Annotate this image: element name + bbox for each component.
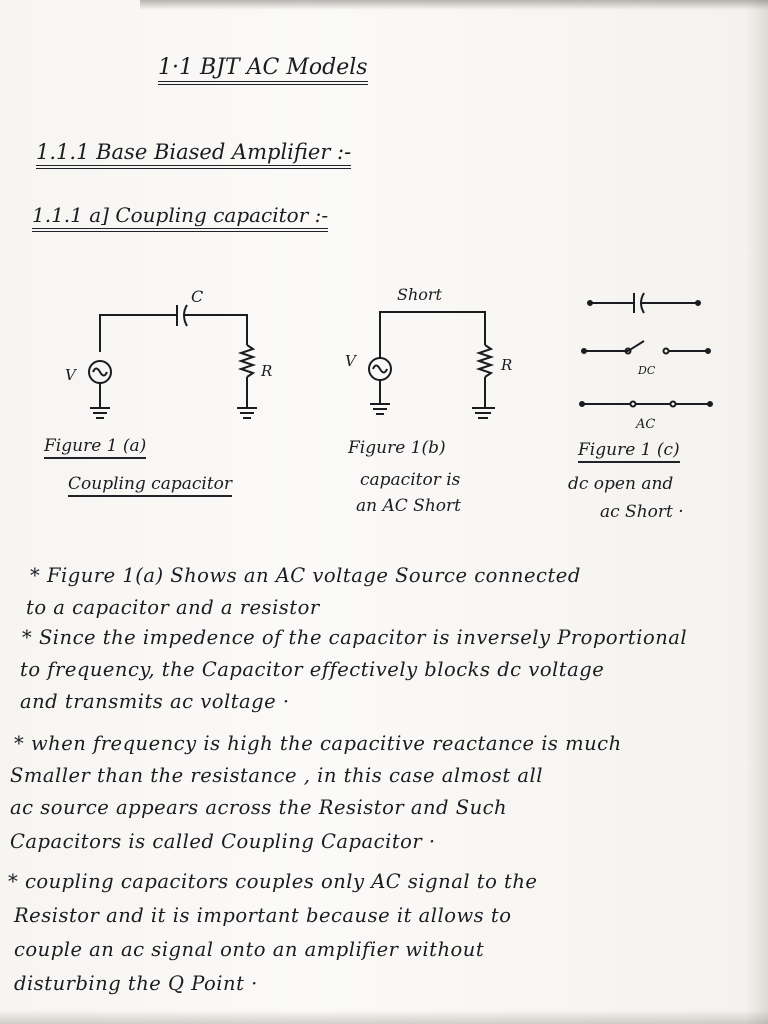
page-top-shadow — [140, 0, 768, 10]
text-line-13: disturbing the Q Point · — [14, 972, 258, 995]
text-line-1: * Figure 1(a) Shows an AC voltage Source connected — [30, 564, 581, 587]
fig-c-caption-3: ac Short · — [600, 502, 684, 522]
fig-a-capacitor-label: C — [191, 287, 204, 306]
text-line-5: and transmits ac voltage · — [20, 690, 290, 713]
fig-a-resistor-label: R — [261, 362, 273, 380]
fig-a-voltage-label: V — [65, 366, 76, 384]
figure-1c-switches — [570, 285, 720, 435]
fig-b-caption-1: Figure 1(b) — [348, 438, 446, 458]
fig-b-caption-2: capacitor is — [360, 470, 461, 490]
page-bottom-shadow — [0, 1010, 768, 1024]
figure-1a-circuit — [55, 280, 285, 430]
text-line-12: couple an ac signal onto an amplifier without — [14, 938, 485, 961]
section-heading: 1.1.1 Base Biased Amplifier :- — [36, 140, 351, 169]
text-line-7: Smaller than the resistance , in this case almost all — [10, 764, 543, 787]
fig-a-caption-1: Figure 1 (a) — [44, 436, 146, 459]
fig-b-short-label: Short — [397, 285, 442, 304]
fig-b-resistor-label: R — [501, 356, 513, 374]
text-line-3: * Since the impedence of the capacitor is inversely Proportional — [22, 626, 688, 649]
text-line-4: to frequency, the Capacitor effectively blocks dc voltage — [20, 658, 605, 681]
text-line-11: Resistor and it is important because it allows to — [14, 904, 512, 927]
fig-c-caption-2: dc open and — [568, 474, 674, 494]
fig-c-caption-1: Figure 1 (c) — [578, 440, 680, 463]
fig-b-caption-3: an AC Short — [356, 496, 461, 516]
page-right-shadow — [746, 0, 768, 1024]
fig-c-dc-label: DC — [638, 364, 656, 377]
text-line-8: ac source appears across the Resistor and Such — [10, 796, 508, 819]
text-line-2: to a capacitor and a resistor — [26, 596, 320, 619]
fig-c-ac-label: AC — [636, 417, 656, 432]
subsection-heading: 1.1.1 a] Coupling capacitor :- — [32, 203, 328, 232]
page-title: 1·1 BJT AC Models — [158, 55, 368, 85]
text-line-10: * coupling capacitors couples only AC signal to the — [8, 870, 538, 893]
fig-a-caption-2: Coupling capacitor — [68, 474, 232, 497]
fig-b-voltage-label: V — [345, 352, 356, 370]
figure-1b-circuit — [335, 280, 545, 430]
text-line-9: Capacitors is called Coupling Capacitor · — [10, 830, 436, 853]
text-line-6: * when frequency is high the capacitive reactance is much — [14, 732, 622, 755]
